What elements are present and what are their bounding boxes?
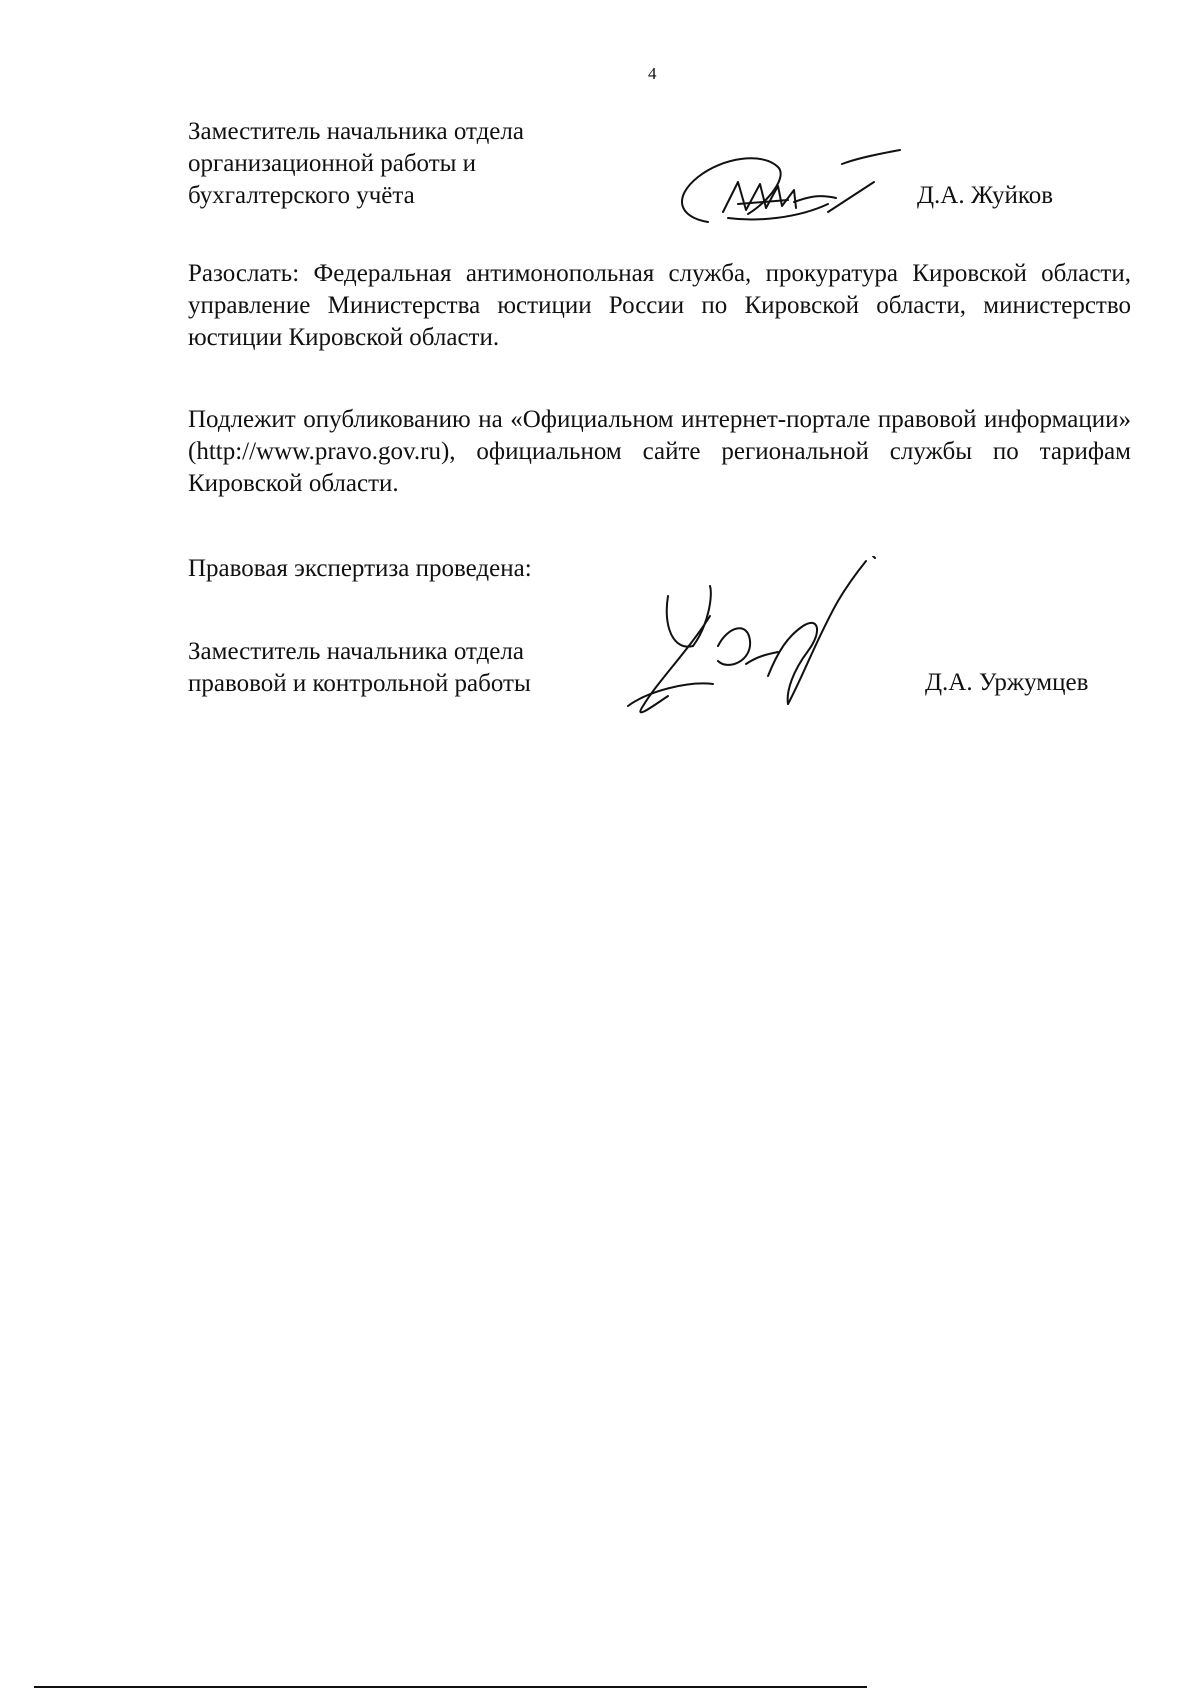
signatory-2-name: Д.А. Уржумцев (925, 669, 1089, 696)
handwritten-signature-1 (668, 142, 908, 232)
signatory-2-title-line: правовой и контрольной работы (188, 670, 531, 697)
signatory-1-title-line: организационной работы и (188, 150, 477, 177)
signatory-1-title-line: Заместитель начальника отдела (188, 118, 524, 145)
footer-divider (34, 1686, 867, 1688)
legal-review-note: Правовая экспертиза проведена: (188, 555, 532, 582)
distribution-list: Разослать: Федеральная антимонопольная служба, прокуратура Кировской области, управление Министерства юстиции России по Кировской области, министерство юстиции Кировской области. (188, 260, 1131, 351)
handwritten-signature-2 (618, 556, 888, 716)
signatory-1-title (188, 116, 668, 212)
page-number: 4 (648, 64, 657, 83)
signatory-2-title (188, 636, 668, 700)
signatory-1-name: Д.А. Жуйков (917, 182, 1054, 209)
signatory-1-title-line: бухгалтерского учёта (188, 182, 415, 209)
signatory-2-title-line: Заместитель начальника отдела (188, 638, 524, 665)
publication-note: Подлежит опубликованию на «Официальном интернет-портале правовой информации» (http://www.pravo.gov.ru), официальном сайте региональной службы по тарифам Кировской области. (188, 406, 1131, 497)
